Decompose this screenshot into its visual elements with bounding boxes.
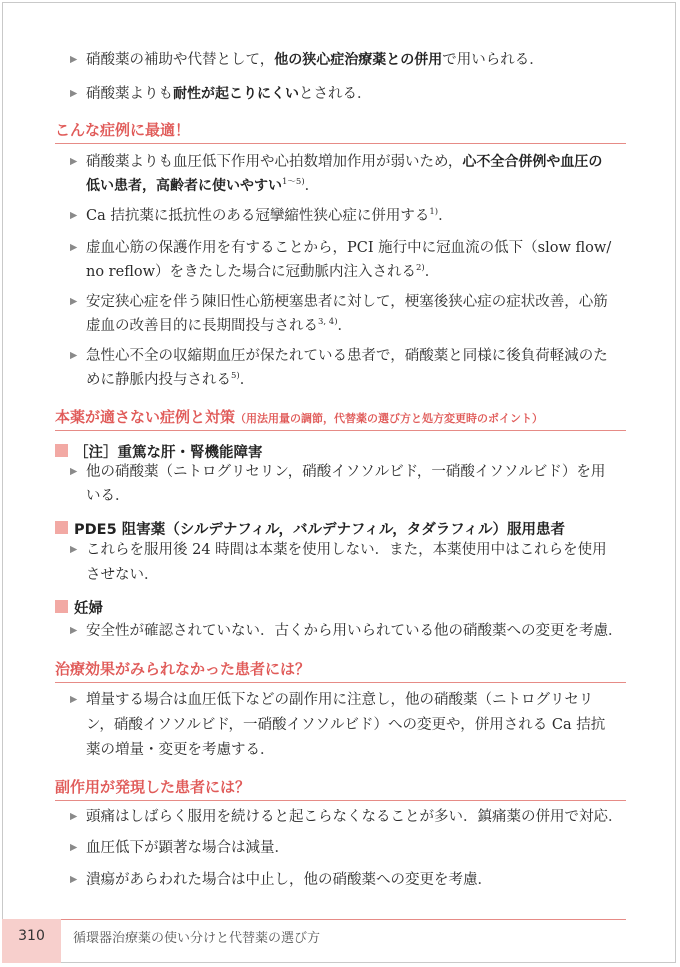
pink-square-icon: [55, 521, 68, 534]
triangle-bullet-icon: ▶: [70, 156, 78, 167]
triangle-bullet-icon: ▶: [70, 842, 78, 853]
triangle-bullet-icon: ▶: [70, 350, 78, 361]
section-subtitle: （用法用量の調節，代替薬の選び方と処方変更時のポイント）: [235, 412, 544, 425]
triangle-bullet-icon: ▶: [70, 694, 78, 705]
section-unsuitable-cases: [55, 406, 626, 431]
triangle-bullet-icon: ▶: [70, 88, 78, 99]
pink-square-icon: [55, 600, 68, 613]
pink-square-icon: [55, 444, 68, 457]
section-best-cases: [55, 119, 626, 144]
section-side-effects: [55, 776, 626, 801]
section-title: 治療効果がみられなかった患者には？: [55, 660, 311, 678]
section-title: 本薬が適さない症例と対策（用法用量の調節，代替薬の選び方と処方変更時のポイント）: [55, 408, 544, 426]
triangle-bullet-icon: ▶: [70, 544, 78, 555]
triangle-bullet-icon: ▶: [70, 874, 78, 885]
running-title: 循環器治療薬の使い分けと代替薬の選び方: [73, 931, 321, 946]
triangle-bullet-icon: ▶: [70, 210, 78, 221]
triangle-bullet-icon: ▶: [70, 811, 78, 822]
section-title: こんな症例に最適！: [55, 121, 191, 139]
triangle-bullet-icon: ▶: [70, 242, 78, 253]
section-title: 副作用が発現した患者には？: [55, 778, 251, 796]
section-ineffective: [55, 658, 626, 683]
triangle-bullet-icon: ▶: [70, 296, 78, 307]
footer-rule: [61, 919, 626, 920]
page-number: 310: [18, 928, 45, 944]
triangle-bullet-icon: ▶: [70, 466, 78, 477]
triangle-bullet-icon: ▶: [70, 54, 78, 65]
triangle-bullet-icon: ▶: [70, 625, 78, 636]
